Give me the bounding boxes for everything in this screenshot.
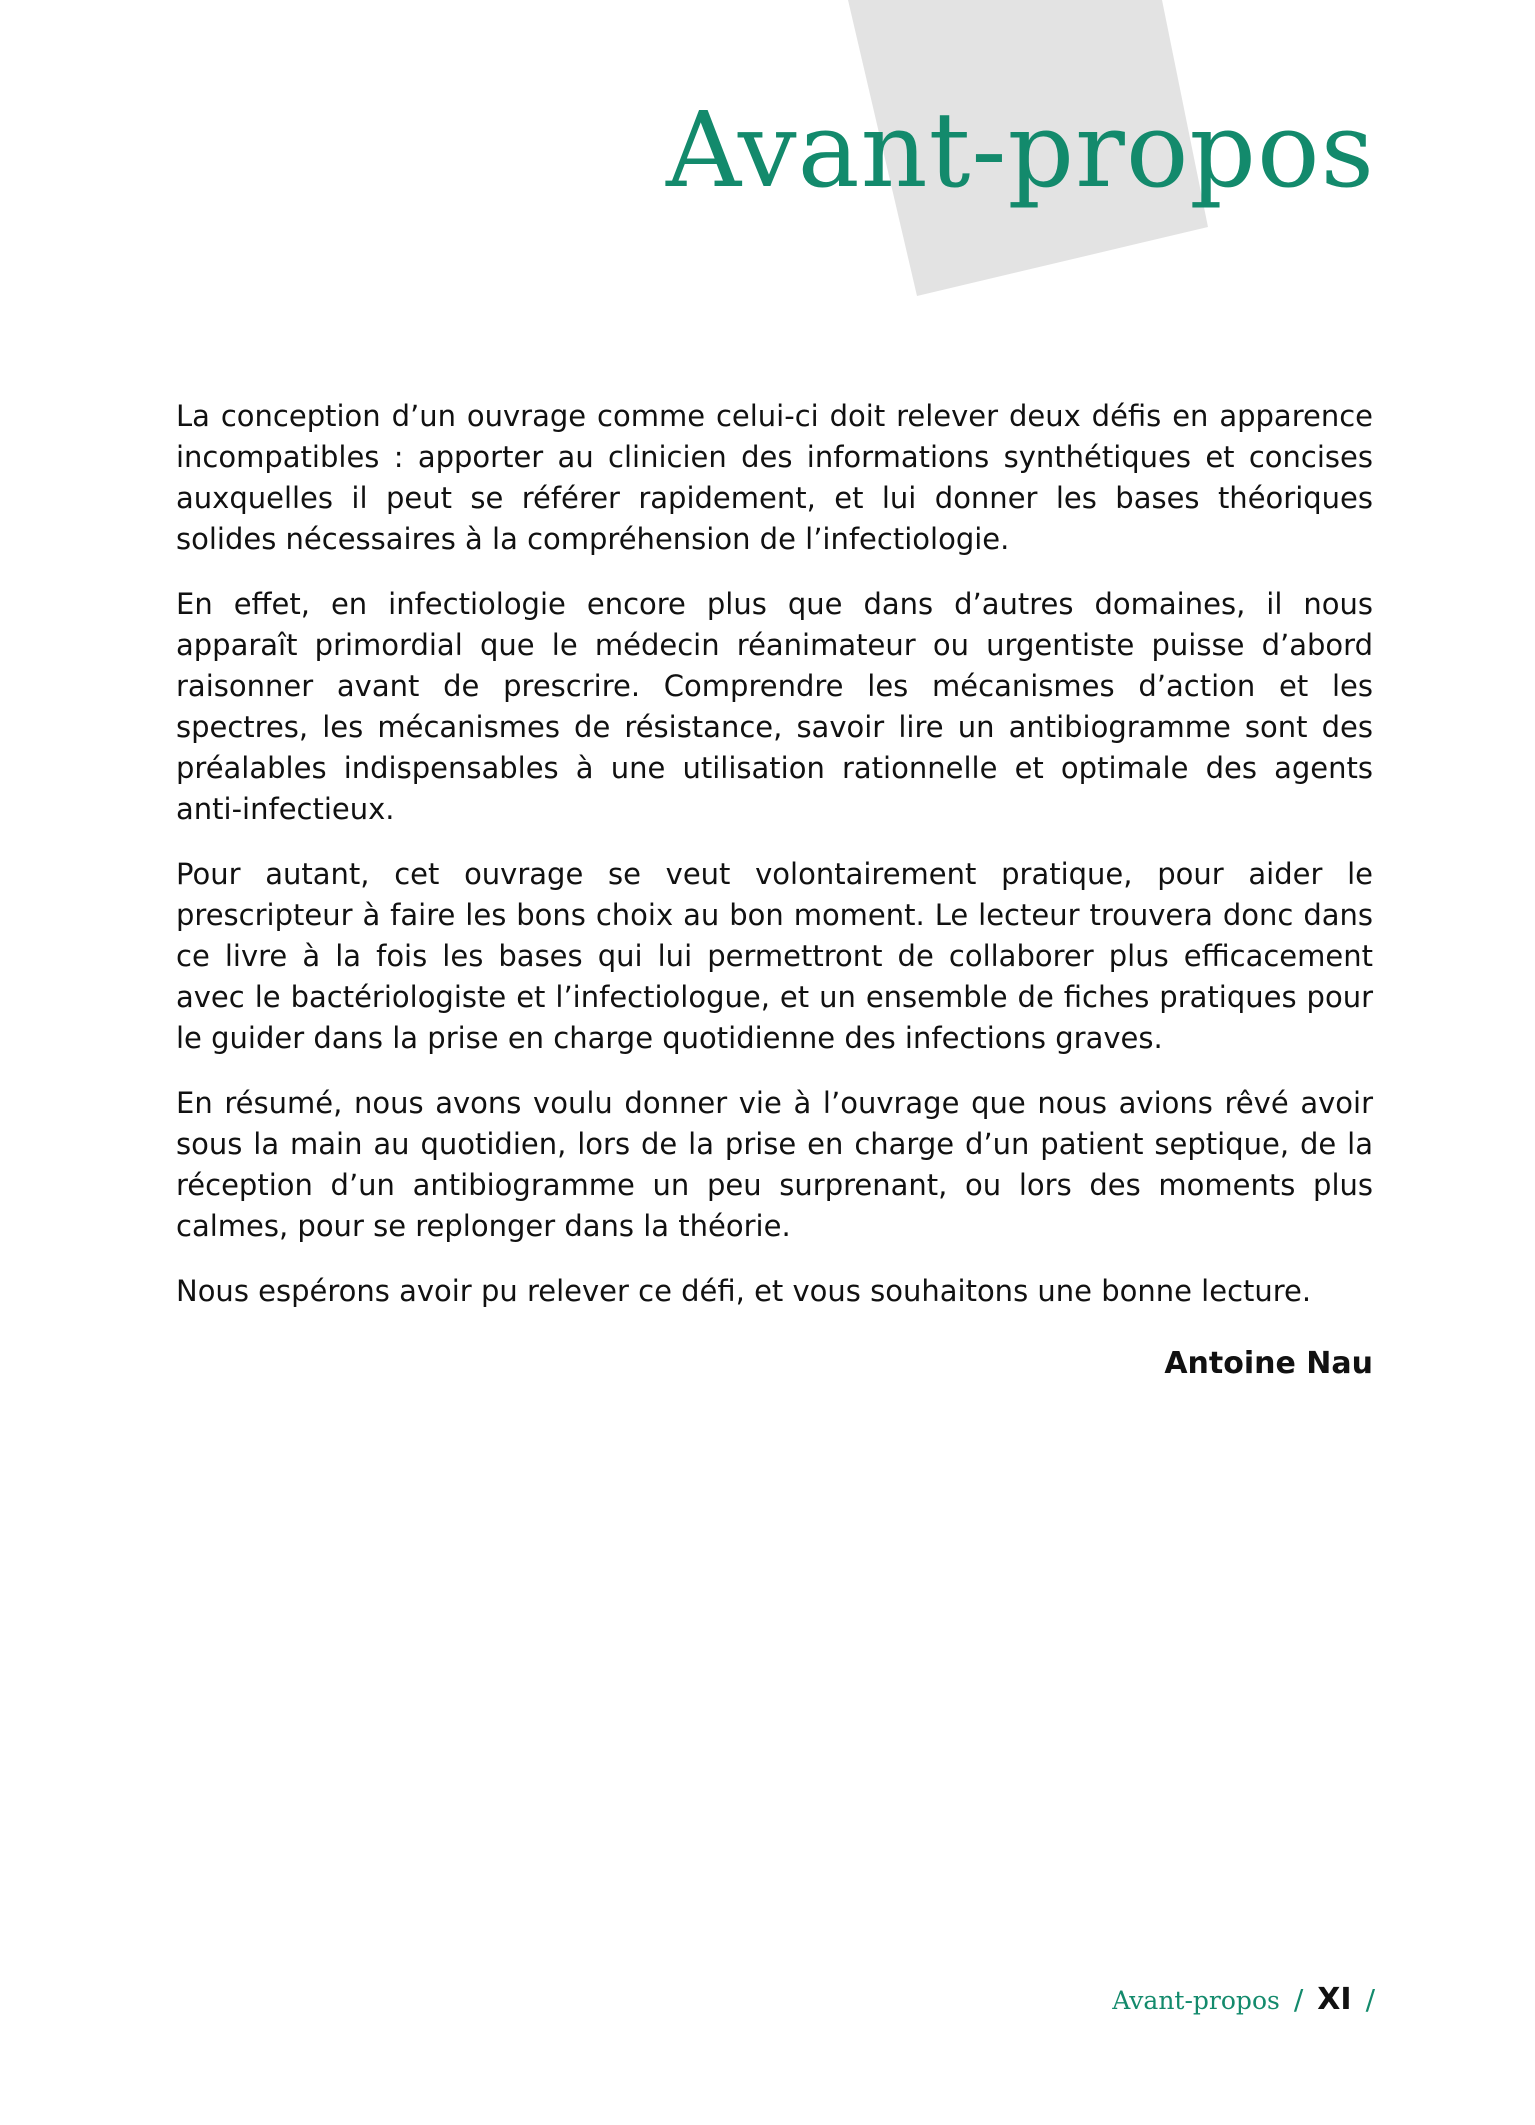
page-footer: [1112, 1982, 1375, 2017]
page-number: XI: [1317, 1982, 1352, 2017]
page-title: Avant-propos: [665, 89, 1375, 211]
footer-separator-right: /: [1365, 1983, 1375, 2016]
author-signature: Antoine Nau: [1164, 1346, 1373, 1381]
paragraph-1: La conception d’un ouvrage comme celui-ci doit relever deux défis en apparence incompatibles : apporter au clinicien des informations synthétiques et concises auxquelles il peut se référer rapidement, et lui donner les bases théoriques solides nécessaires à la compréhension de l’infectiologie.: [176, 399, 1373, 556]
footer-separator-left: /: [1293, 1983, 1304, 2016]
paragraph-5: Nous espérons avoir pu relever ce défi, et vous souhaitons une bonne lecture.: [176, 1274, 1312, 1308]
foreword-body: [176, 396, 1373, 1336]
footer-section-title: Avant-propos: [1112, 1986, 1280, 2015]
paragraph-2: En effet, en infectiologie encore plus que dans d’autres domaines, il nous apparaît primordial que le médecin réanimateur ou urgentiste puisse d’abord raisonner avant de prescrire. Comprendre les mécanismes d’action et les spectres, les mécanismes de résistance, savoir lire un antibiogramme sont des préalables indispensables à une utilisation rationnelle et optimale des agents anti-infectieux.: [176, 587, 1373, 826]
paragraph-3: Pour autant, cet ouvrage se veut volontairement pratique, pour aider le prescripteur à faire les bons choix au bon moment. Le lecteur trouvera donc dans ce livre à la fois les bases qui lui permettront de collaborer plus efficacement avec le bactériologiste et l’infectiologue, et un ensemble de fiches pratiques pour le guider dans la prise en charge quotidienne des infections graves.: [176, 857, 1373, 1055]
paragraph-4: En résumé, nous avons voulu donner vie à l’ouvrage que nous avions rêvé avoir sous la main au quotidien, lors de la prise en charge d’un patient septique, de la réception d’un antibiogramme un peu surprenant, ou lors des moments plus calmes, pour se replonger dans la théorie.: [176, 1086, 1373, 1243]
